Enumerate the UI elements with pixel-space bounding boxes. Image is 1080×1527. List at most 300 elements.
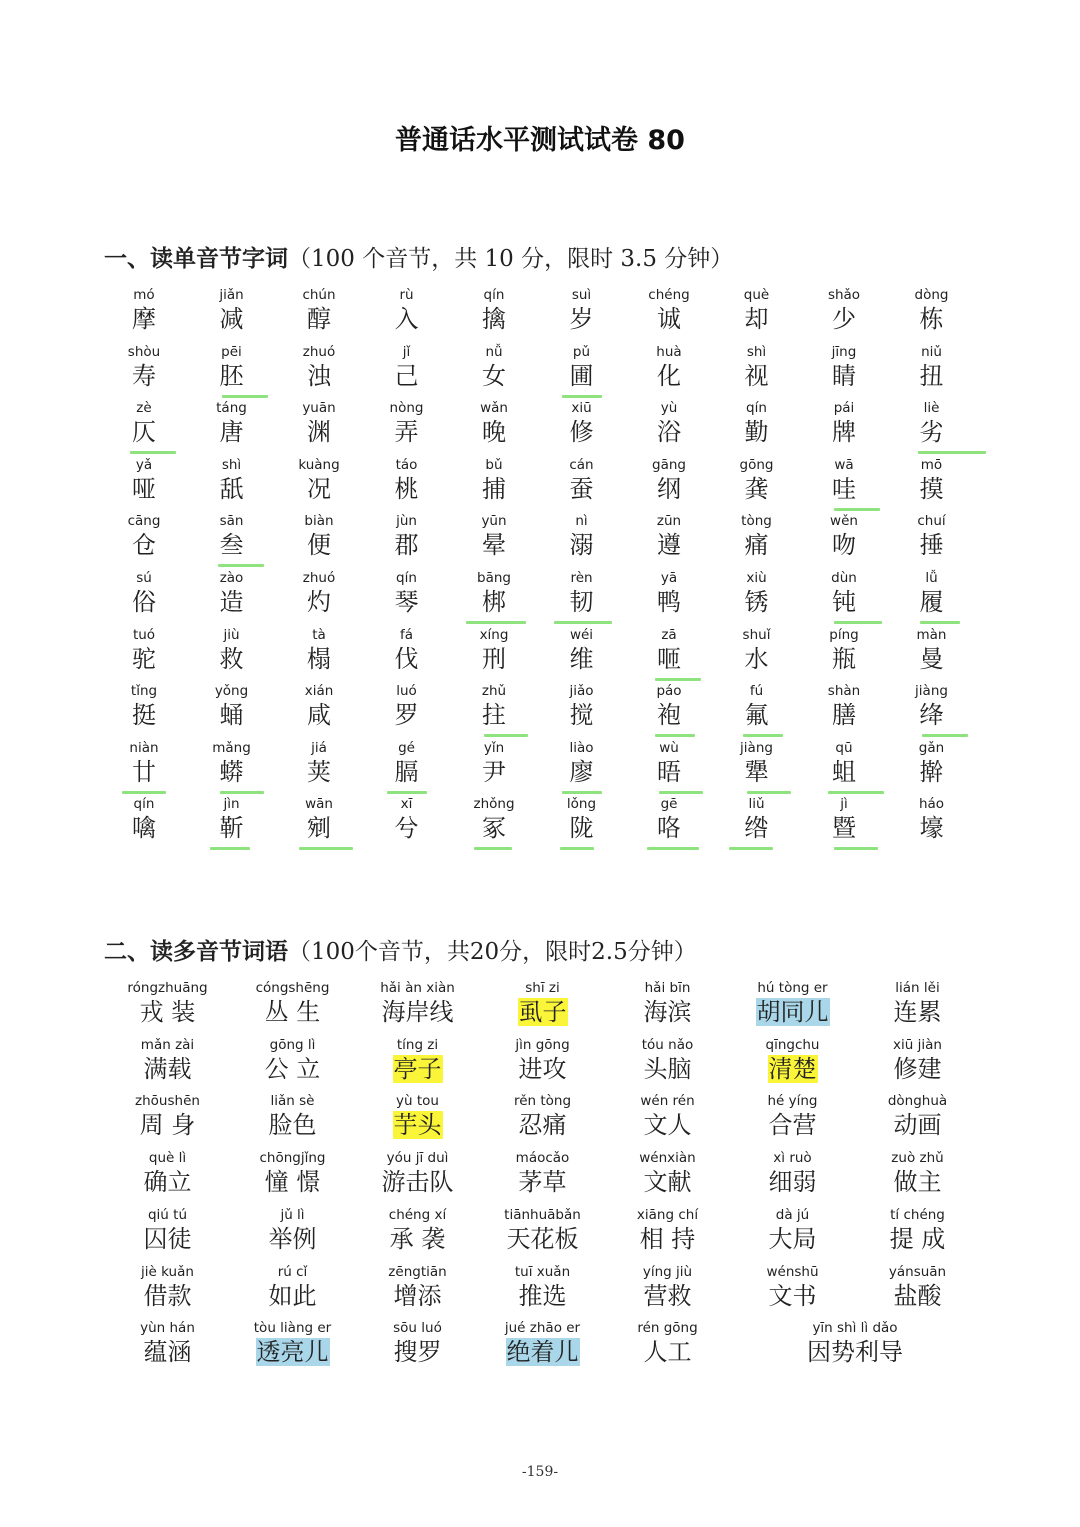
pinyin: mō [920,456,943,473]
word-text: 确立 [143,1168,192,1197]
pinyin: shī zi [525,980,560,996]
pinyin: xiāng chí [636,1206,699,1223]
hanzi: 郡 [394,531,419,560]
hanzi: 勤 [744,418,769,447]
hanzi: 蛹 [219,701,244,730]
hanzi: 仄 [132,418,156,447]
word-text: 举例 [268,1224,317,1253]
char-cell [188,627,276,683]
char-cell [888,740,976,796]
word [605,1282,730,1310]
pinyin: dòng [914,287,949,303]
hanzi: 曼 [919,644,944,673]
word-text: 满载 [143,1054,192,1083]
word-cell [105,1207,230,1263]
hanzi: 扭 [919,361,944,390]
hanzi: 壕 [919,814,944,843]
word [730,1338,980,1366]
pinyin: liè [923,400,940,417]
pinyin: gǎn [918,739,945,756]
word-text: 胡同儿 [756,998,829,1026]
char-cell [100,400,188,456]
char-cell [713,400,801,456]
pinyin: shòu [127,343,161,360]
hanzi: 拄 [482,701,506,730]
pinyin: cán [569,456,594,473]
word-cell [855,1264,980,1320]
hanzi: 挺 [132,701,156,730]
char-cell [188,457,276,513]
char-cell [450,570,538,626]
pinyin: wén rén [640,1093,695,1110]
char-cell [275,570,363,626]
hanzi: 刑 [482,644,506,673]
word-text: 忍痛 [518,1111,567,1140]
pinyin: yīn shì lì dǎo [812,1320,898,1337]
annotation-underline [920,621,960,624]
word [355,1168,480,1196]
char-cell [538,344,626,400]
char-cell [713,740,801,796]
char-cell [625,570,713,626]
section-1-heading [104,240,733,273]
hanzi: 摩 [132,305,156,333]
word-cell [230,1320,355,1376]
pinyin: chuí [917,513,946,530]
pinyin: sú [136,570,152,586]
pinyin: wù [659,739,679,756]
pinyin: róngzhuāng [127,980,208,996]
char-cell [100,570,188,626]
hanzi: 栋 [919,305,944,333]
hanzi: 溺 [569,531,594,560]
pinyin: gé [398,739,415,756]
char-cell [625,287,713,343]
hanzi: 仓 [132,531,156,560]
word-text: 丛 生 [264,998,321,1026]
hanzi: 少 [832,305,856,333]
hanzi: 擒 [482,305,506,333]
pinyin: suì [571,287,592,303]
pinyin: què [743,287,770,303]
word-cell [605,1320,730,1376]
char-cell [275,513,363,569]
word-cell [230,1150,355,1206]
word [605,1225,730,1253]
pinyin: wénshū [766,1263,819,1280]
word-cell [730,1093,855,1149]
hanzi: 伐 [394,644,419,673]
char-cell [188,287,276,343]
pinyin: hǎi àn xiàn [380,980,455,996]
word-text: 增添 [393,1281,442,1310]
char-cell [363,344,451,400]
word-cell [105,1150,230,1206]
word [230,1168,355,1196]
char-cell [450,287,538,343]
hanzi: 灼 [307,588,331,616]
word [355,1282,480,1310]
annotation-underline [130,451,176,454]
annotation-underline [647,847,699,850]
pinyin: xíng [479,626,509,643]
pinyin: què lì [148,1150,187,1167]
pinyin: yǐn [483,739,505,756]
char-cell [275,683,363,739]
word [480,1225,605,1253]
word-cell [230,1037,355,1093]
pinyin: rěn tòng [513,1093,572,1110]
pinyin: tà [312,626,326,643]
hanzi: 视 [744,361,769,390]
word [480,1168,605,1196]
pinyin: qiú tú [147,1206,188,1223]
hanzi: 吻 [832,531,856,560]
word-cell [105,1320,230,1376]
hanzi: 圃 [569,361,594,390]
char-cell [888,627,976,683]
char-cell [888,287,976,343]
word [480,1338,605,1366]
pinyin: dùn [831,570,857,586]
word-cell [730,1037,855,1093]
pinyin: nǚ [485,343,503,360]
word-text: 头脑 [643,1054,692,1083]
word [105,998,230,1026]
char-cell [538,400,626,456]
word-text: 人工 [643,1338,692,1367]
char-cell [275,627,363,683]
word-cell [855,980,980,1036]
hanzi: 己 [394,361,419,390]
pinyin: wénxiàn [639,1150,696,1167]
pinyin: yù tou [396,1093,439,1110]
hanzi: 绺 [744,814,769,843]
pinyin: chéng [648,287,690,303]
word-cell [480,980,605,1036]
annotation-underline [828,791,884,794]
pinyin: jǔ lì [280,1206,305,1223]
hanzi: 入 [394,305,419,333]
word [105,1168,230,1196]
hanzi: 榻 [307,644,331,673]
char-cell [188,740,276,796]
pinyin: háo [918,796,945,813]
hanzi: 咸 [307,701,331,730]
char-cell [713,627,801,683]
hanzi: 况 [307,474,331,503]
char-cell [450,513,538,569]
char-cell [100,627,188,683]
char-cell [713,513,801,569]
annotation-underline [834,621,882,624]
pinyin: xī [400,796,413,813]
pinyin: sōu luó [393,1320,442,1337]
char-cell [363,683,451,739]
pinyin: pǔ [572,343,591,360]
char-cell [538,627,626,683]
word-text: 绝着儿 [506,1338,579,1367]
pinyin: liào [569,739,594,756]
word [855,998,980,1026]
pinyin: jìn gōng [515,1036,570,1053]
word-text: 海岸线 [381,998,454,1026]
hanzi: 蛆 [832,757,856,786]
word-cell [480,1093,605,1149]
char-cell [450,683,538,739]
annotation-underline [834,847,878,850]
char-cell [450,740,538,796]
hanzi: 冢 [482,814,506,843]
char-cell [713,683,801,739]
word-cell [605,1093,730,1149]
pinyin: lǚ [925,570,938,586]
pinyin: gāng [652,456,686,473]
hanzi: 廿 [132,757,156,786]
pinyin: zào [219,570,244,586]
pinyin: tíng zi [396,1036,439,1053]
hanzi: 纲 [657,474,681,503]
char-cell [800,287,888,343]
pinyin: xiū jiàn [893,1036,942,1053]
char-cell [538,457,626,513]
hanzi: 减 [219,305,244,333]
annotation-underline [834,508,880,511]
pinyin: mǎng [212,739,251,756]
hanzi: 荚 [307,757,331,786]
char-cell [625,627,713,683]
char-cell [363,796,451,852]
char-cell [275,457,363,513]
hanzi: 岁 [569,305,594,333]
pinyin: pēi [221,343,242,360]
word-text: 盐酸 [893,1281,942,1310]
char-cell [800,796,888,852]
pinyin: yùn hán [140,1320,195,1337]
hanzi: 捕 [482,474,506,503]
word [605,1111,730,1139]
char-cell [625,796,713,852]
char-cell [450,344,538,400]
hanzi: 晤 [657,757,681,786]
word [605,1055,730,1083]
word-text: 公 立 [264,1054,321,1083]
hanzi: 龚 [744,474,769,503]
word-text: 戎 装 [139,998,196,1026]
word-text: 大局 [768,1224,817,1253]
word-text: 相 持 [639,1224,696,1253]
char-cell [625,400,713,456]
hanzi: 劣 [919,418,944,447]
pinyin: wǎn [480,400,508,417]
pinyin: zhōushēn [135,1093,200,1110]
pinyin: jùn [396,513,417,530]
annotation-underline [122,791,166,794]
word-cell [230,1093,355,1149]
hanzi: 弄 [394,418,419,447]
word-text: 游击队 [381,1168,454,1197]
hanzi: 琴 [394,588,419,616]
hanzi: 遵 [657,531,681,560]
pinyin: táo [395,456,418,473]
hanzi: 膈 [394,757,419,786]
pinyin: rù [399,287,414,303]
char-cell [713,457,801,513]
word-text: 文书 [768,1281,817,1310]
char-cell [363,740,451,796]
pinyin: shì [746,343,767,360]
pinyin: yuān [302,400,336,417]
word-cell [480,1207,605,1263]
section-2-note: （100个音节，共20分，限时2.5分钟） [288,939,697,965]
char-cell [538,513,626,569]
word-text: 周 身 [139,1111,196,1140]
pinyin: xián [304,683,334,700]
word-cell [605,980,730,1036]
pinyin: rén gōng [637,1320,698,1337]
hanzi: 靳 [219,814,244,843]
char-cell [800,627,888,683]
hanzi: 俗 [132,588,156,616]
hanzi: 化 [657,361,681,390]
pinyin: shì [221,456,242,473]
hanzi: 膳 [832,701,856,730]
pinyin: yánsuān [888,1263,947,1280]
annotation-underline [299,847,353,850]
annotation-underline [387,791,427,794]
pinyin: fú [749,683,764,700]
pinyin: yù [660,400,678,417]
pinyin: hé yíng [767,1093,818,1110]
char-cell [800,513,888,569]
hanzi: 舐 [219,474,244,503]
hanzi: 叁 [219,531,244,560]
pinyin: jiù [223,626,240,643]
pinyin: páo [656,683,682,700]
word-cell [355,1037,480,1093]
pinyin: jiá [311,739,327,756]
hanzi: 唐 [219,418,244,447]
annotation-underline [466,621,526,624]
char-cell [363,513,451,569]
section-2-heading [104,933,697,966]
pinyin: cāng [127,513,161,530]
hanzi: 钝 [832,588,856,616]
pinyin: yóu jī duì [386,1150,449,1167]
pinyin: shuǐ [742,626,771,643]
annotation-underline [554,621,612,624]
char-cell [888,570,976,626]
pinyin: jiàng [740,739,773,756]
pinyin: zè [136,400,152,417]
word-cell [730,1320,980,1376]
hanzi: 痛 [744,531,769,560]
pinyin: jīng [831,343,857,360]
hanzi: 晚 [482,418,506,447]
char-cell [538,740,626,796]
char-cell [450,796,538,852]
word [355,1338,480,1366]
char-cell [625,683,713,739]
hanzi: 犟 [744,757,769,786]
char-cell [538,287,626,343]
pinyin: zhǔ [481,683,507,700]
word [105,1225,230,1253]
char-cell [275,287,363,343]
pinyin: cóngshēng [255,980,330,996]
word [855,1111,980,1139]
char-cell [100,683,188,739]
hanzi: 救 [219,644,244,673]
pinyin: shǎo [827,287,861,303]
word-text: 搜罗 [393,1338,442,1367]
hanzi: 牌 [832,418,856,447]
hanzi: 罗 [394,701,419,730]
pinyin: jiàng [915,683,948,700]
pinyin: tí chéng [890,1206,945,1223]
word-text: 憧 憬 [264,1168,321,1197]
hanzi: 驼 [132,644,156,673]
word-cell [730,1150,855,1206]
char-cell [450,400,538,456]
char-cell [100,344,188,400]
pinyin: jǐ [402,343,411,360]
hanzi: 修 [569,418,594,447]
char-cell [188,400,276,456]
pinyin: yā [660,570,678,586]
hanzi: 寿 [132,361,156,390]
pinyin: huà [656,343,682,360]
hanzi: 却 [744,305,769,333]
pinyin: niàn [129,739,159,756]
word-text: 进攻 [518,1054,567,1083]
word-text: 提 成 [889,1224,946,1253]
word-cell [230,1207,355,1263]
pinyin: nì [575,513,588,530]
annotation-underline [218,564,264,567]
pinyin: pái [833,400,855,417]
hanzi: 造 [219,588,244,616]
pinyin: jiǎo [569,683,594,700]
pinyin: qīngchu [765,1036,820,1053]
pinyin: tuī xuǎn [514,1263,571,1280]
word-cell [605,1150,730,1206]
word [730,1111,855,1139]
annotation-underline [222,395,268,398]
pinyin: qín [396,570,417,586]
word [105,1338,230,1366]
char-cell [713,344,801,400]
word [355,1225,480,1253]
word-text: 文人 [643,1111,692,1140]
hanzi: 锈 [744,588,769,616]
pinyin: kuàng [298,456,340,473]
char-cell [625,740,713,796]
word-text: 动画 [893,1111,942,1140]
char-cell [888,683,976,739]
word-text: 脸色 [268,1111,317,1140]
word-text: 因势利导 [807,1338,903,1367]
word-text: 亭子 [393,1054,442,1083]
pinyin: yǎ [135,456,153,473]
pinyin: zēngtiān [388,1263,447,1280]
word-cell [855,1037,980,1093]
hanzi: 桃 [394,474,419,503]
word-text: 蕴涵 [143,1338,192,1367]
char-cell [275,796,363,852]
pinyin: jiè kuǎn [141,1263,194,1280]
word [355,1111,480,1139]
